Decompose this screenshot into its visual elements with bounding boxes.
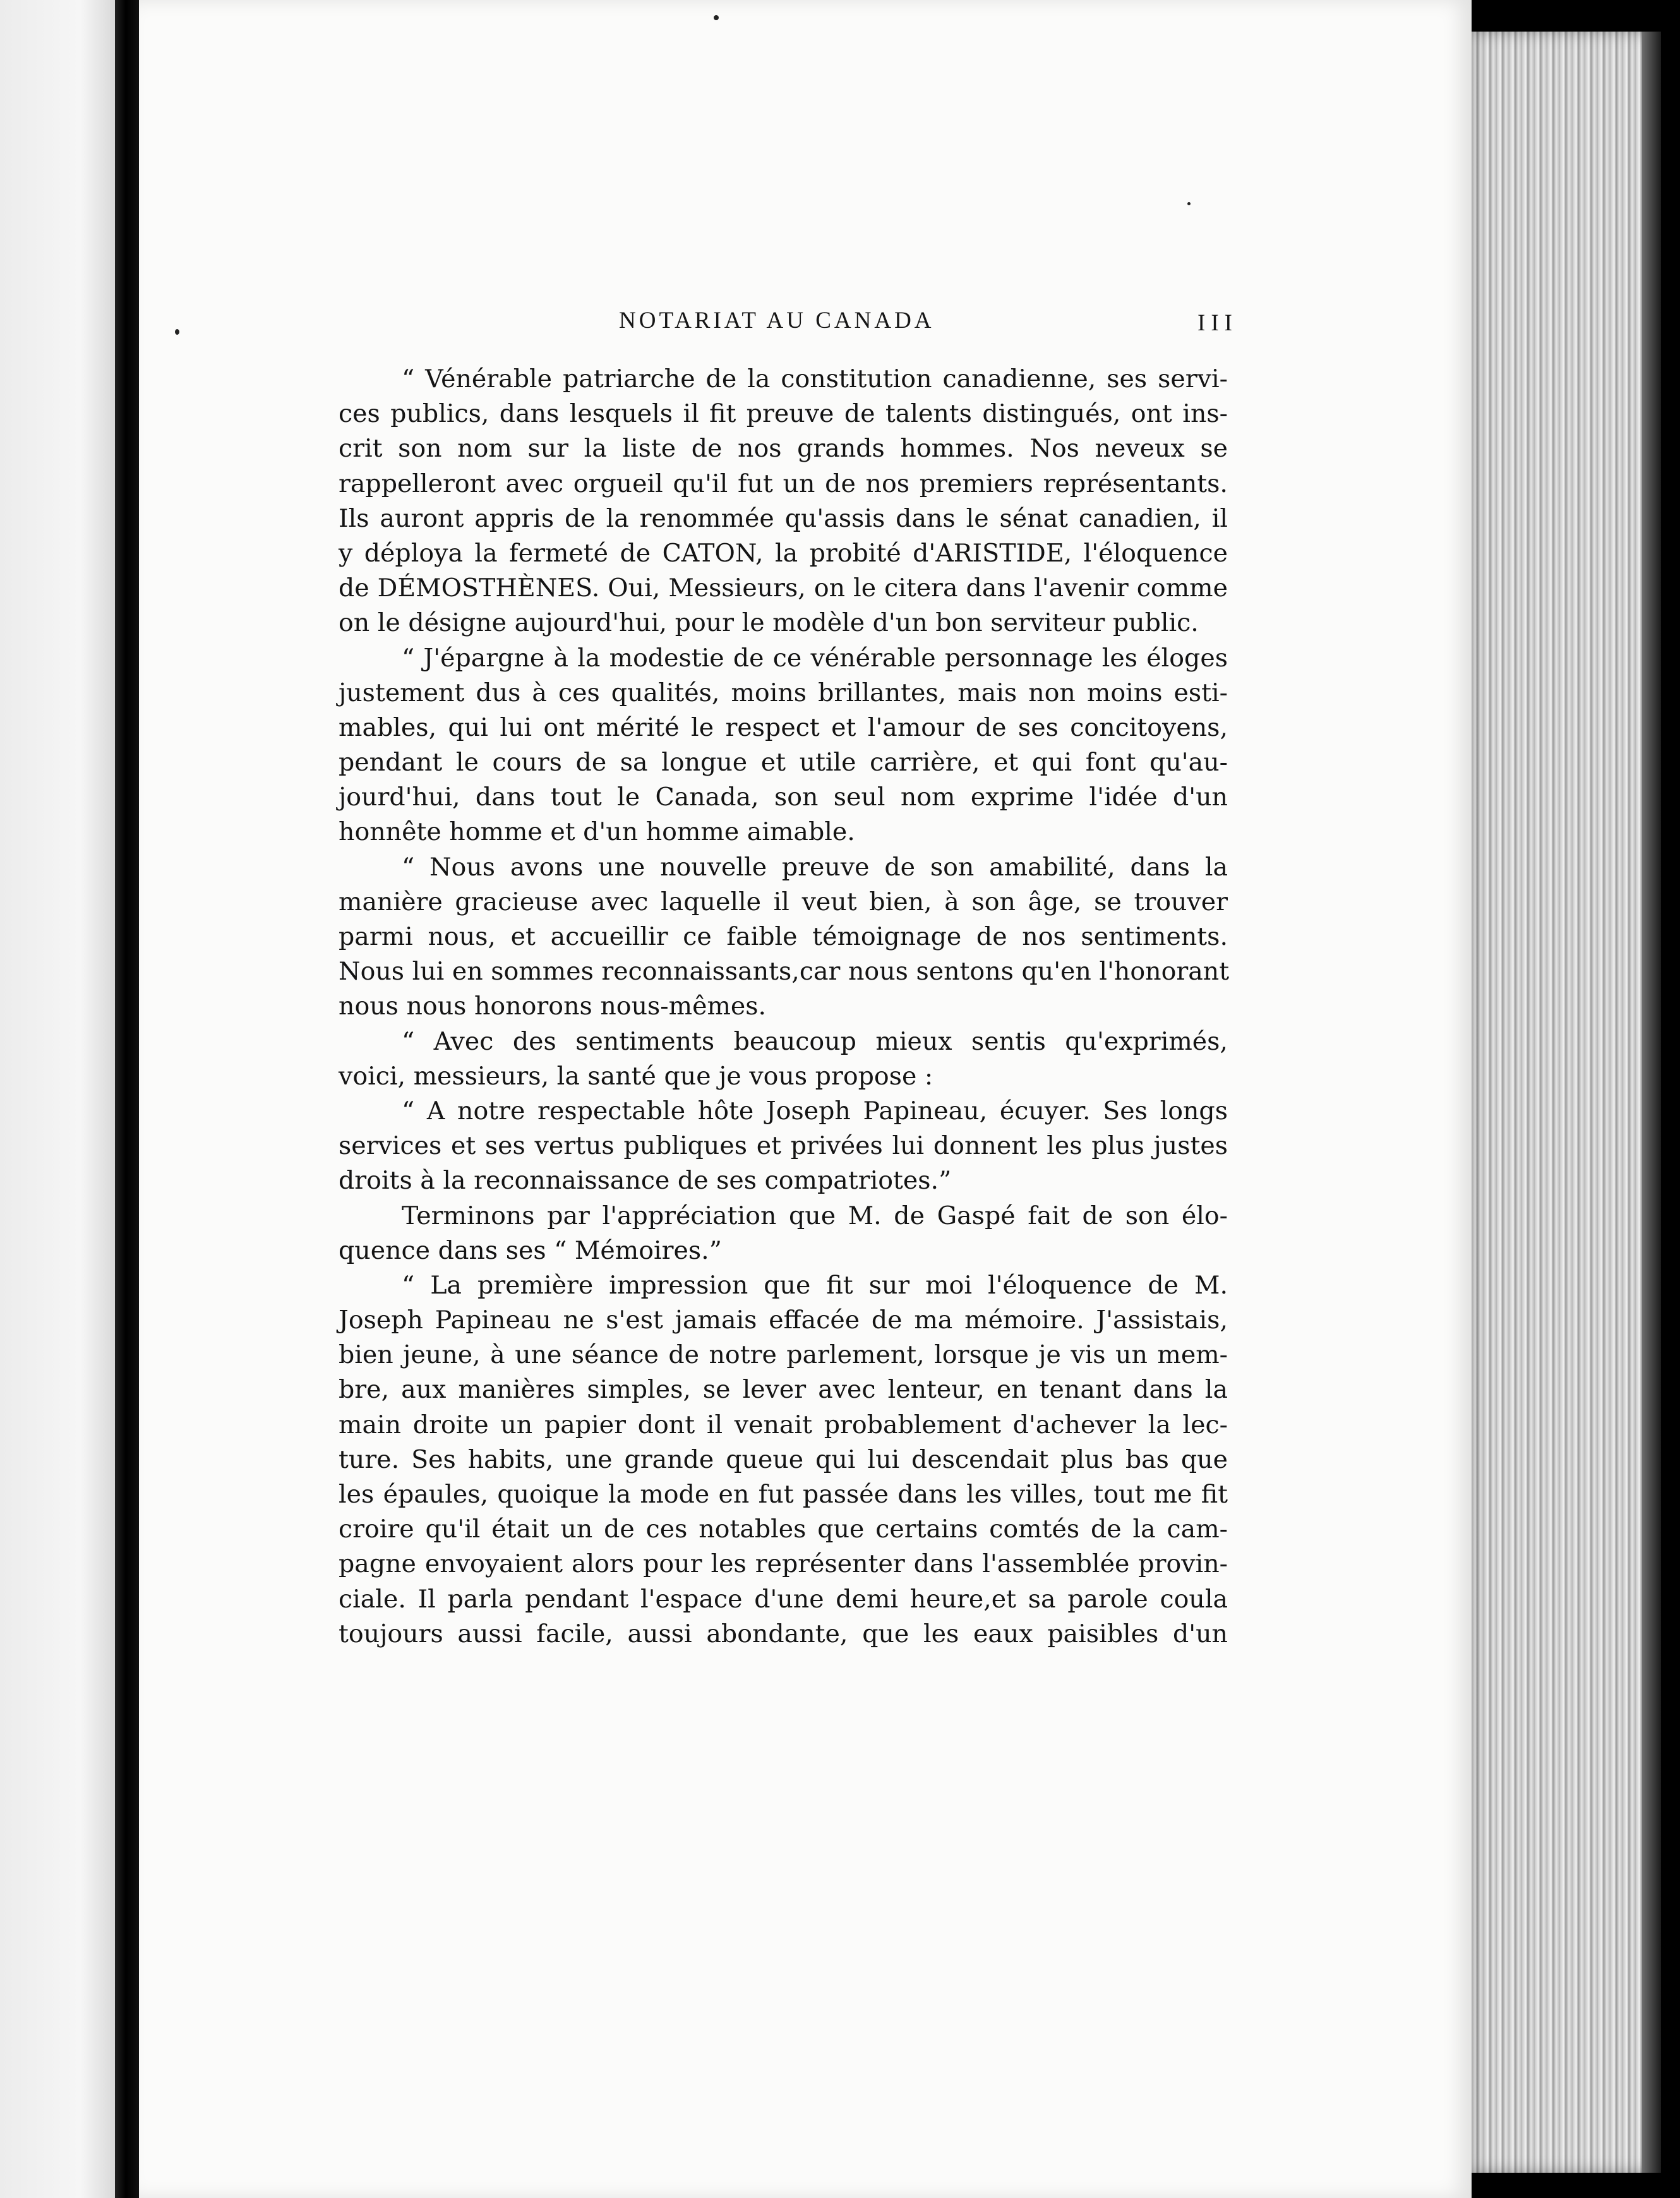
- text-line: main droite un papier dont il venait probablement d'achever la lec-: [339, 1410, 1228, 1439]
- page-block-edges: [1472, 32, 1661, 2173]
- dust-speck: [175, 329, 179, 335]
- dust-speck: [714, 15, 719, 20]
- text-line: ture. Ses habits, une grande queue qui lui descendait plus bas que: [339, 1444, 1228, 1474]
- text-line: Ils auront appris de la renommée qu'assis dans le sénat canadien, il: [339, 503, 1228, 533]
- text-line: manière gracieuse avec laquelle il veut bien, à son âge, se trouver: [339, 887, 1228, 916]
- text-line: Nous lui en sommes reconnaissants,car nous sentons qu'en l'honorant: [339, 957, 1230, 987]
- text-line: jourd'hui, dans tout le Canada, son seul nom exprime l'idée d'un: [339, 783, 1228, 812]
- text-line: droits à la reconnaissance de ses compatriotes.”: [339, 1166, 952, 1196]
- text-line: de DÉMOSTHÈNES. Oui, Messieurs, on le citera dans l'avenir comme: [339, 574, 1228, 603]
- text-line: “ J'épargne à la modestie de ce vénérable personnage les éloges: [402, 643, 1228, 673]
- dust-speck: [1187, 202, 1191, 205]
- text-line: rappelleront avec orgueil qu'il fut un de nos premiers représentants.: [339, 469, 1228, 498]
- text-line: justement dus à ces qualités, moins brillantes, mais non moins esti-: [339, 678, 1228, 707]
- text-line: bien jeune, à une séance de notre parlement, lorsque je vis un mem-: [339, 1340, 1228, 1370]
- text-line: “ Vénérable patriarche de la constitution canadienne, ses servi-: [402, 364, 1228, 393]
- text-line: croire qu'il était un de ces notables que certains comtés de la cam-: [339, 1515, 1228, 1544]
- running-title: NOTARIAT AU CANADA: [619, 308, 935, 333]
- text-line: pendant le cours de sa longue et utile carrière, et qui font qu'au-: [339, 748, 1228, 778]
- text-line: les épaules, quoique la mode en fut passée dans les villes, tout me fit: [339, 1480, 1228, 1509]
- text-line: y déploya la fermeté de CATON, la probité d'ARISTIDE, l'éloquence: [339, 538, 1228, 568]
- text-line: quence dans ses “ Mémoires.”: [339, 1235, 722, 1265]
- text-line: ciale. Il parla pendant l'espace d'une demi heure,et sa parole coula: [339, 1584, 1228, 1614]
- text-line: “ Avec des sentiments beaucoup mieux sentis qu'exprimés,: [402, 1026, 1228, 1056]
- text-line: “ La première impression que fit sur moi l'éloquence de M.: [402, 1270, 1228, 1300]
- text-line: “ A notre respectable hôte Joseph Papineau, écuyer. Ses longs: [402, 1096, 1228, 1126]
- text-line: ces publics, dans lesquels il fit preuve de talents distingués, ont ins-: [339, 399, 1228, 429]
- text-line: crit son nom sur la liste de nos grands hommes. Nos neveux se: [339, 434, 1228, 464]
- page-number: III: [1197, 310, 1238, 336]
- book-gutter: [115, 0, 139, 2198]
- text-line: Terminons par l'appréciation que M. de Gaspé fait de son élo-: [402, 1201, 1228, 1230]
- text-line: on le désigne aujourd'hui, pour le modèle d'un bon serviteur public.: [339, 608, 1199, 638]
- text-line: mables, qui lui ont mérité le respect et l'amour de ses concitoyens,: [339, 712, 1228, 742]
- text-line: nous nous honorons nous-mêmes.: [339, 992, 767, 1021]
- text-line: voici, messieurs, la santé que je vous propose :: [339, 1061, 933, 1091]
- body-text: [339, 362, 1228, 1652]
- text-line: “ Nous avons une nouvelle preuve de son amabilité, dans la: [402, 852, 1228, 882]
- text-line: pagne envoyaient alors pour les représenter dans l'assemblée provin-: [339, 1549, 1228, 1579]
- text-line: services et ses vertus publiques et privées lui donnent les plus justes: [339, 1131, 1228, 1161]
- text-line: honnête homme et d'un homme aimable.: [339, 817, 855, 847]
- text-line: Joseph Papineau ne s'est jamais effacée de ma mémoire. J'assistais,: [339, 1306, 1228, 1335]
- left-page-edge: [0, 0, 115, 2198]
- text-line: parmi nous, et accueillir ce faible témoignage de nos sentiments.: [339, 922, 1228, 951]
- page-header: [341, 307, 1238, 345]
- text-line: bre, aux manières simples, se lever avec lenteur, en tenant dans la: [339, 1375, 1228, 1405]
- text-line: toujours aussi facile, aussi abondante, que les eaux paisibles d'un: [339, 1619, 1228, 1648]
